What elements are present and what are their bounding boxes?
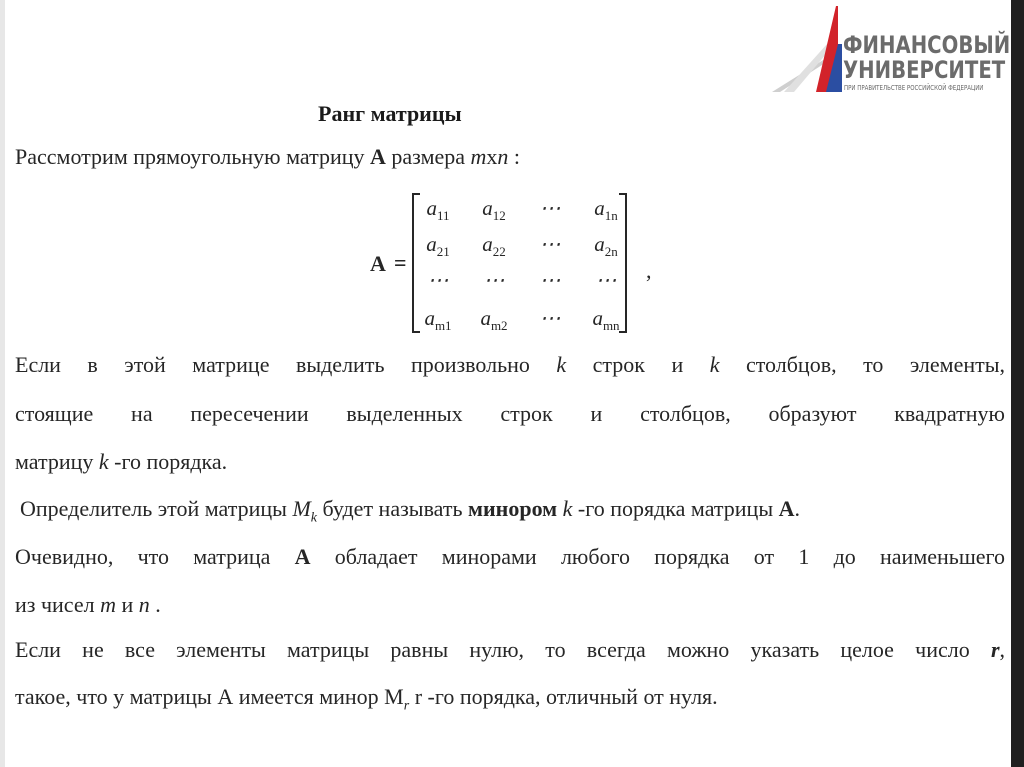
matrix-cell: ⋯ [595, 268, 617, 292]
para3-line2: такое, что у матрицы А имеется минор $М_r$ r -го порядка, отличный от нуля. [15, 684, 718, 714]
para2-line2: Очевидно, что матрица А обладает минорами любого порядка от 1 до наименьшего [15, 544, 1005, 569]
intro-line: Рассмотрим прямоугольную матрицу A размера mxn : [15, 144, 521, 169]
slide-heading: Ранг матрицы [318, 101, 462, 126]
para2-line1: Определитель этой матрицы $M_k$ будет называть минором k -го порядка матрицы А. [20, 496, 800, 526]
university-logo [770, 4, 1011, 96]
left-frame-strip [0, 0, 5, 767]
para1-line3: матрицу k -го порядка. [15, 449, 228, 474]
matrix-equals: = [394, 250, 407, 275]
para1-line1: Если в этой матрице выделить произвольно k строк и k столбцов, то элементы, [15, 352, 1006, 377]
matrix-cell: ⋯ [427, 268, 449, 292]
matrix-cell: $a_{m1}$ [424, 306, 452, 334]
matrix-cell: ⋯ [539, 306, 561, 330]
matrix-cell: ⋯ [539, 232, 561, 256]
logo-emblem-icon [770, 4, 850, 96]
right-frame-strip [1011, 0, 1024, 767]
logo-title-line1: ФИНАНСОВЫЙ [843, 31, 1011, 59]
matrix-cell: $a_{m2}$ [480, 306, 508, 334]
matrix-cell: ⋯ [539, 196, 561, 220]
matrix-cell: $a_{22}$ [482, 232, 506, 260]
matrix-cell: ⋯ [539, 268, 561, 292]
matrix-cell: $a_{mn}$ [592, 306, 620, 334]
matrix-cell: ⋯ [483, 268, 505, 292]
matrix-cell: $a_{11}$ [426, 196, 450, 224]
matrix-cell: $a_{12}$ [482, 196, 506, 224]
para3-line1: Если не все элементы матрицы равны нулю, то всегда можно указать целое число r, [15, 637, 1005, 662]
logo-title-line2: УНИВЕРСИТЕТ [843, 56, 1006, 84]
logo-subtitle: ПРИ ПРАВИТЕЛЬСТВЕ РОССИЙСКОЙ ФЕДЕРАЦИИ [844, 84, 984, 92]
para2-line3: из чисел m и n . [15, 592, 161, 617]
matrix-cell: $a_{2n}$ [594, 232, 618, 260]
matrix-cell: $a_{1n}$ [594, 196, 618, 224]
para1-line2: стоящие на пересечении выделенных строк и столбцов, образуют квадратную [15, 401, 1005, 426]
matrix-cell: $a_{21}$ [426, 232, 450, 260]
matrix-trailing-comma: , [646, 258, 652, 283]
matrix-label: A [370, 251, 386, 276]
